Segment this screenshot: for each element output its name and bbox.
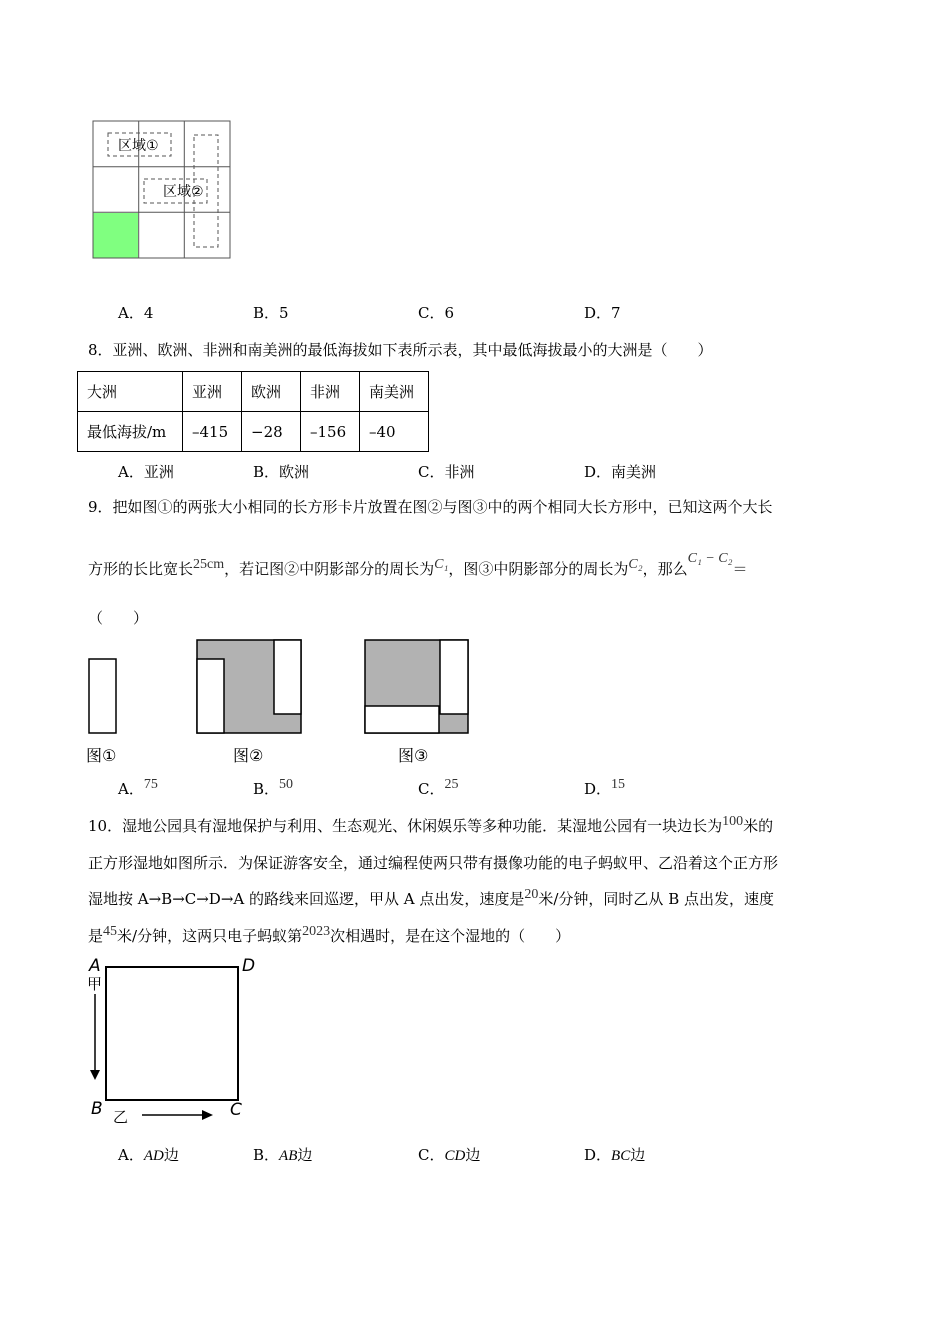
q9-line2 [88, 551, 748, 579]
text: ，图③中阴影部分的周长为 [448, 560, 629, 578]
option-label: B． [253, 1146, 280, 1164]
table-cell: 欧洲 [242, 372, 301, 412]
table-cell: 大洲 [78, 372, 183, 412]
wetland-square [106, 967, 238, 1100]
text: 次相遇时，是在这个湿地的（ ） [330, 927, 571, 945]
fig2-card-right [274, 640, 301, 714]
q10-option-a [118, 1144, 179, 1165]
math-45: 45 [103, 924, 118, 939]
q10-option-b [253, 1144, 312, 1165]
text: 10．湿地公园具有湿地保护与利用、生态观光、休闲娱乐等多种功能．某湿地公园有一块边长为 [88, 817, 723, 835]
option-suffix: 边 [465, 1146, 481, 1164]
q8-stem: 8．亚洲、欧洲、非洲和南美洲的最低海拔如下表所示表，其中最低海拔最小的大洲是（ ） [88, 341, 713, 359]
q9-line1: 9．把如图①的两张大小相同的长方形卡片放置在图②与图③中的两个相同大长方形中，已知这两个大长 [88, 498, 773, 516]
q8-option-b: B．欧洲 [253, 463, 310, 481]
math-100: 100 [722, 814, 744, 829]
q7-grid-figure [90, 118, 235, 263]
text: ，那么 [642, 560, 688, 578]
q7-option-d: D．7 [584, 304, 621, 322]
table-cell: 亚洲 [183, 372, 242, 412]
option-edge: BC [611, 1148, 631, 1164]
option-suffix: 边 [163, 1146, 179, 1164]
q9-figures [86, 636, 476, 771]
q10-square-figure [86, 952, 256, 1127]
ant-yi-label: 乙 [113, 1108, 129, 1126]
q8-option-d: D．南美洲 [584, 463, 657, 481]
equals: ＝ [732, 560, 748, 578]
q7-option-b: B．5 [253, 304, 289, 322]
option-label: C． [418, 1146, 445, 1164]
math-25cm: 25cm [193, 557, 225, 572]
table-cell: 南美洲 [360, 372, 429, 412]
fig1-label: 图① [86, 746, 117, 765]
table-cell: –156 [301, 412, 360, 452]
option-label: A． [118, 1146, 144, 1164]
table-cell: 最低海拔/m [78, 412, 183, 452]
table-cell: 非洲 [301, 372, 360, 412]
q10-line2: 正方形湿地如图所示．为保证游客安全，通过编程使两只带有摄像功能的电子蚂蚁甲、乙沿着这个正方形 [88, 854, 779, 872]
fig2-card-left [197, 659, 224, 733]
vertex-c: C [230, 1100, 242, 1120]
fig3-label: 图③ [398, 746, 429, 765]
table-cell: –415 [183, 412, 242, 452]
vertex-b: B [91, 1099, 103, 1119]
arrow-right-head [202, 1110, 213, 1120]
math-2023: 2023 [302, 924, 331, 939]
q10-line1 [88, 815, 773, 836]
q8-option-a: A．亚洲 [118, 463, 174, 481]
vertex-a: A [89, 956, 101, 976]
option-label: B． [253, 780, 280, 798]
text: 米的 [743, 817, 774, 835]
q7-option-c: C．6 [418, 304, 455, 322]
option-label: C． [418, 780, 445, 798]
q9-option-c [418, 778, 458, 799]
option-label: D． [584, 1146, 612, 1164]
table-row [78, 372, 429, 412]
q8-altitude-table [77, 371, 429, 452]
text: 湿地按 A→B→C→D→A 的路线来回巡逻，甲从 A 点出发，速度是 [88, 890, 525, 908]
fig2-label: 图② [233, 746, 264, 765]
math-c2: C₂ [628, 557, 643, 572]
table-cell: –40 [360, 412, 429, 452]
ant-jia-label: 甲 [87, 975, 103, 993]
table-cell: −28 [242, 412, 301, 452]
option-edge: CD [444, 1148, 466, 1164]
text: 米/分钟，这两只电子蚂蚁第 [117, 927, 303, 945]
option-value: 50 [279, 777, 294, 792]
option-suffix: 边 [630, 1146, 646, 1164]
option-label: D． [584, 780, 612, 798]
q10-line4 [88, 925, 570, 946]
region2-label: 区域② [163, 184, 204, 200]
option-value: 25 [444, 777, 459, 792]
q10-option-d [584, 1144, 645, 1165]
option-value: 75 [143, 777, 158, 792]
q8-option-c: C．非洲 [418, 463, 475, 481]
fig3-card-bottom [365, 706, 439, 733]
math-c1: C₁ [434, 557, 449, 572]
green-cell [93, 213, 138, 258]
q9-option-a [118, 778, 158, 799]
text: 是 [88, 927, 104, 945]
math-expr: C₁ − C₂ [687, 551, 733, 566]
vertex-d: D [242, 956, 256, 976]
q9-line3: （ ） [88, 609, 149, 627]
q7-option-a: A．4 [118, 304, 154, 322]
q10-line3 [88, 888, 774, 909]
q9-option-d [584, 778, 625, 799]
math-20: 20 [524, 887, 539, 902]
option-label: A． [118, 780, 144, 798]
option-edge: AD [143, 1148, 164, 1164]
option-value: 15 [611, 777, 626, 792]
option-suffix: 边 [297, 1146, 313, 1164]
table-row [78, 412, 429, 452]
card-rectangle [89, 659, 116, 733]
q10-option-c [418, 1144, 480, 1165]
fig3-card-right [440, 640, 468, 714]
text: 米/分钟，同时乙从 B 点出发，速度 [538, 890, 774, 908]
arrow-down-head [90, 1070, 100, 1080]
option-edge: AB [279, 1148, 298, 1164]
q9-option-b [253, 778, 293, 799]
text: 方形的长比宽长 [88, 560, 194, 578]
region1-label: 区域① [118, 138, 159, 154]
text: ，若记图②中阴影部分的周长为 [224, 560, 435, 578]
